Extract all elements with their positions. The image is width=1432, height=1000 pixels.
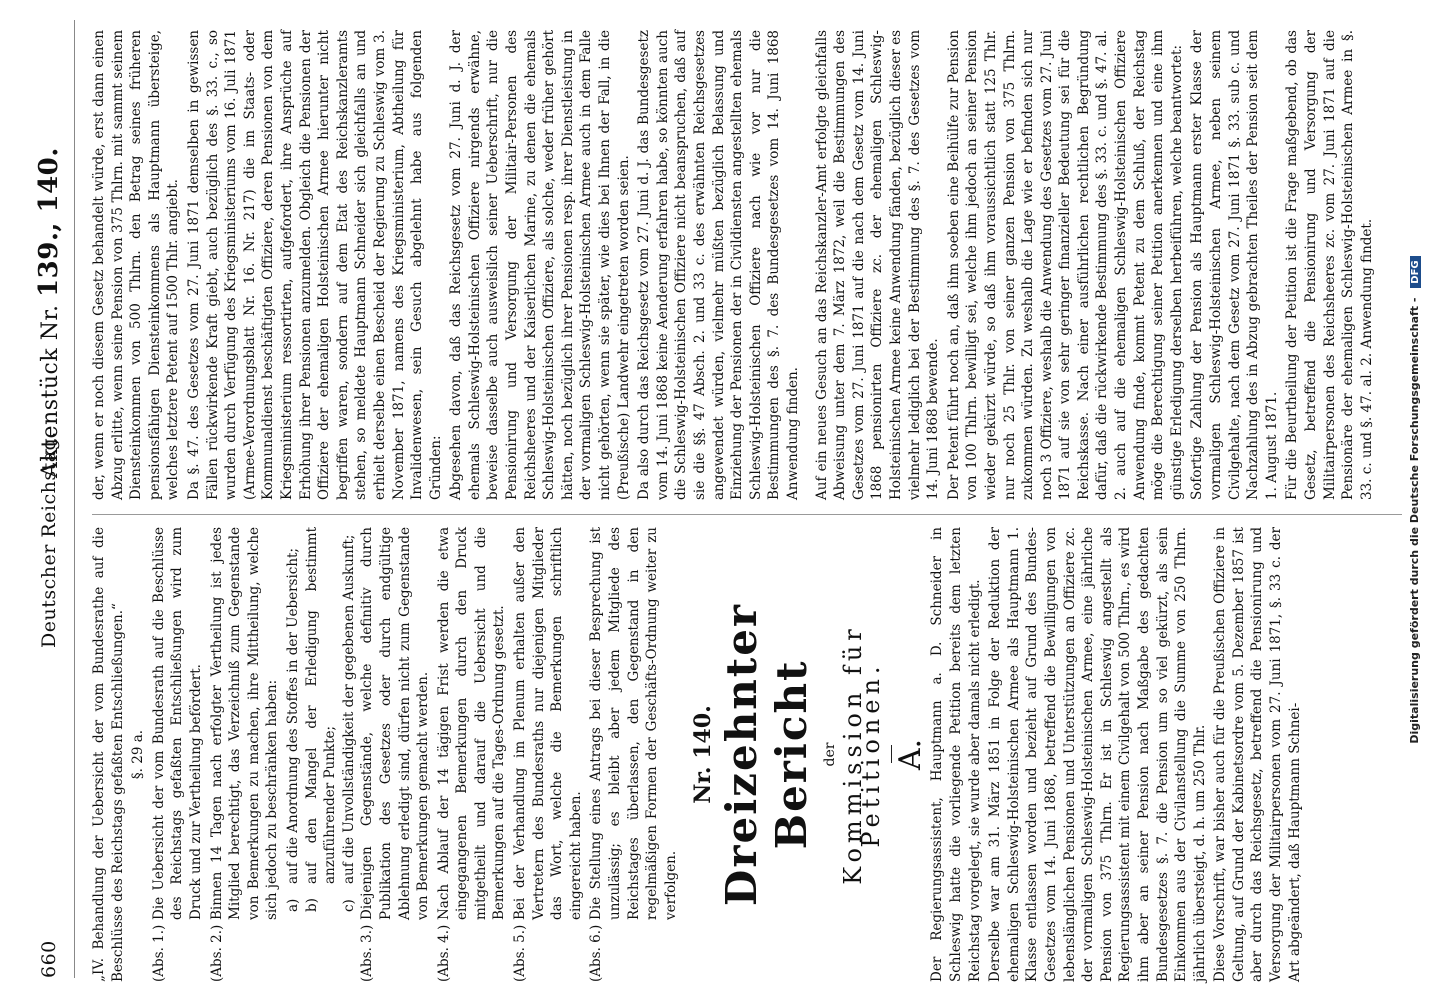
- abs-text: Die Uebersicht der vom Bundesrath auf die Beschlüsse des Reichstags gefaßten Entschließungen wird zum Druck und zur Vertheilung befördert.: [150, 527, 204, 920]
- running-head-title: Deutscher Reichstag.: [38, 431, 60, 648]
- reference-number: 139., 140.: [34, 147, 64, 297]
- abs-label: (Abs. 6.): [588, 924, 605, 982]
- section-a-heading: A.: [892, 738, 928, 771]
- sub-item: [284, 527, 303, 982]
- abs-item: [208, 527, 282, 982]
- paragraph-label: §. 29 a.: [130, 729, 147, 780]
- sub-item-text: auf die Anordnung des Stoffes in der Uebersicht;: [284, 547, 301, 884]
- running-head: [34, 30, 70, 978]
- sub-item-text: auf den Mangel der Erledigung bestimmt anzuführender Punkte;: [303, 527, 339, 884]
- body-paragraph: Auf ein neues Gesuch an das Reichskanzler-Amt erfolgte gleichfalls Abweisung unter dem 7. März 1872, weil die Bestimmungen des Gesetzes vom 27. Juni 1871 auf die nach dem Gesetz vom 14. Juni 1868 pensionirten Offiziere zc. der ehemaligen Schleswig-Holsteinischen Armee keine Anwendung fänden, bezüglich dieser es vielmehr lediglich bei der Bestimmung des §. 7. des Gesetzes vom 14. Juni 1868 bewende.: [813, 30, 942, 500]
- report-title: Dreizehnter Bericht: [717, 602, 816, 907]
- abs-text: Die Stellung eines Antrags bei dieser Besprechung ist unzulässig; es bleibt aber jedem Mitgliede des Reichstages überlassen, den Gegenstand in den regelmäßigen Formen der Geschäfts-Ordnung weiter zu verfolgen.: [588, 527, 679, 920]
- body-paragraph: Da also durch das Reichsgesetz vom 27. Juni d. J. das Bundesgesetz vom 14. Juni 1868 keine Aenderung erfahren habe, so könnten auch die Schleswig-Holsteinischen Offiziere nicht beanspruchen, daß auf sie die §§. 47 Absch. 2. und 33 c. des erwähnten Reichsgesetzes angewendet würden, vielmehr müßten bezüglich Belassung und Einziehung der Pensionen der in Civildiensten angestellten ehemals Schleswig-Holsteinischen Offiziere nach wie vor nur die Bestimmungen des §. 7. des Bundesgesetzes vom 14. Juni 1868 Anwendung finden.: [636, 30, 801, 500]
- abs-item: [435, 527, 509, 982]
- left-column: [90, 527, 1306, 982]
- abs-label: (Abs. 3.): [359, 924, 376, 982]
- body-paragraph: Der Petent führt noch an, daß ihm soeben eine Beihülfe zur Pension von 100 Thlrn. bewilligt sei, welche ihm jedoch an seiner Pension wieder gekürzt würde, so daß ihm voraussichtlich statt 125 Thlr. nur noch 25 Thlr. von seiner ganzen Pension von 375 Thlrn. zukommen würden. Zu weshalb die Lage wie er befinden sich nur noch 3 Offiziere, weshalb die Anwendung des Gesetzes vom 27. Juni 1871 auf sie von sehr geringer finanzieller Bedeutung sei für die Reichskasse. Nach einer ausführlichen rechtlichen Begründung dafür, daß die rückwirkende Bestimmung des §. 33. c. und §. 47. al. 2. auch auf die ehemaligen Schleswig-Holsteinischen Offiziere Anwendung finde, kommt Petent zu dem Schluß, der Reichstag möge die Berechtigung seiner Petition anerkennen und eine ihm günstige Erledigung derselben herbeiführen, welche beantwortet:: [945, 30, 1185, 500]
- digitization-credit: [1408, 0, 1421, 1000]
- abs-item: [587, 527, 680, 982]
- report-der: der: [822, 742, 838, 767]
- sub-item: [303, 527, 340, 982]
- credit-text: Digitalisierung gefördert durch die Deutsche Forschungsgemeinschaft -: [1408, 297, 1421, 744]
- abs-text: Diejenigen Gegenstände, welche definitiv durch Publikation des Gesetzes oder durch endgültige Ablehnung erledigt sind, dürfen nicht zum Gegenstande von Bemerkungen gemacht werden.: [359, 527, 432, 920]
- sub-item-text: auf die Unvollständigkeit der gegebenen Auskunft;: [340, 534, 357, 884]
- body-paragraph: Der Regierungsassistent, Hauptmann a. D. Schneider in Schleswig hatte die vorliegende Petition bereits dem letzten Reichstag vorgelegt, sie wurde aber damals nicht erledigt.: [929, 527, 983, 982]
- sub-item: [340, 527, 359, 982]
- abs-label: (Abs. 4.): [435, 924, 452, 982]
- abs-item: [358, 527, 432, 982]
- reference-prefix: Aktenstück Nr.: [38, 304, 63, 478]
- body-paragraph: Sofortige Zahlung der Pension als Hauptmann erster Klasse der vormaligen Schleswig-Holsteinischen Armee, neben seinem Civilgehalte, nach dem Gesetz vom 27. Juni 1871 §. 33. sub c. und Nachzahlung des in Abzug gebrachten Theiles der Pension seit dem 1. August 1871.: [1189, 30, 1280, 500]
- body-paragraph: Da §. 47. des Gesetzes vom 27. Juni 1871 demselben in gewissen Fällen rückwirkende Kraft giebt, auch bezüglich des §. 33. c., so wurden durch Verfügung des Kriegsministeriums vom 16. Juli 1871 (Armee-Verordnungsblatt Nr. 16. Nr. 217) die im Staats- oder Kommunaldienst beschäftigten Offiziere, deren Pensionen von dem Kriegsministerium ressortirten, aufgefordert, ihre Ansprüche auf Erhöhung ihrer Pensionen anzumelden. Obgleich die Pensionen der Offiziere der ehemaligen Holsteinischen Armee hierunter nicht begriffen waren, sondern auf dem Etat des Reichskanzleramts stehen, so meldete Hauptmann Schneider sich gleichfalls an und erhielt derselbe einen Bescheid der Regierung zu Schleswig vom 3. November 1871, namens des Kriegsministerium, Abtheilung für Invalidenwesen, sein Gesuch abgelehnt habe aus folgenden Gründen:: [185, 30, 444, 500]
- body-paragraph: Derselbe war am 31. März 1851 in Folge der Reduktion der ehemaligen Schleswig-Holsteinischen Armee als Hauptmann 1. Klasse entlassen worden und bezieht auf Grund des Bundes-Gesetzes vom 14. Juni 1868, betreffend die Bewilligungen von lebenslänglichen Pensionen und Unterstützungen an Offiziere zc. der vormaligen Schleswig-Holsteinischen Armee, eine jährliche Pension von 375 Thlrn. Er ist in Schleswig angestellt als Regierungsassistent mit einem Civilgehalt von 500 Thlrn., es wird ihm aber an seiner Pension nach Maßgabe des gedachten Bundesgesetzes §. 7. die Pension um so viel gekürzt, als sein Einkommen aus der Civilanstellung die Summe von 250 Thlrn. jährlich übersteigt, d. h. um 250 Thlr.: [987, 527, 1208, 982]
- column-divider: [92, 514, 1402, 515]
- report-subtitle: Kommission für Petitionen.: [838, 624, 886, 885]
- body-paragraph: Für die Beurtheilung der Petition ist die Frage maßgebend, ob das Gesetz, betreffend die Pensionirung und Versorgung der Militairpersonen des Reichsheeres zc. vom 27. Juni 1871 auf die Pensionäre der ehemaligen Schleswig-Holsteinischen Armee in §. 33. c. und §. 47. al. 2. Anwendung findet.: [1284, 30, 1375, 500]
- body-paragraph: Diese Vorschrift, war bisher auch für die Preußischen Offiziere in Geltung, auf Grund der Kabinetsordre vom 5. Dezember 1857 ist aber durch das Reichsgesetz, betreffend die Pensionirung und Versorgung der Militairpersonen vom 27. Juni 1871, §. 33 c. der Art abgeändert, daß Hauptmann Schnei-: [1212, 527, 1303, 982]
- body-paragraph: der, wenn er noch diesem Gesetz behandelt würde, erst dann einen Abzug erlitte, wenn seine Pension von 375 Thlrn. mit sammt seinem Diensteinkommen von 500 Thlrn. den Betrag seines früheren pensionsfähigen Diensteinkommens als Hauptmann übersteige, welches letztere Petent auf 1500 Thlr. angiebt.: [91, 30, 182, 500]
- sub-item-key: a): [284, 898, 301, 912]
- running-head-reference: [34, 147, 64, 478]
- quote-iv: „IV. Behandlung der Uebersicht der vom Bundesrathe auf die Beschlüsse des Reichstags gefaßten Entschließungen.“: [91, 527, 126, 982]
- report-heading: [690, 527, 891, 982]
- abs-item: [150, 527, 206, 982]
- sub-item-key: b): [303, 898, 320, 912]
- heading-rule: [74, 20, 75, 978]
- abs-text: Nach Ablauf der 14 tägigen Frist werden die etwa eingegangenen Bemerkungen durch den Druck mitgetheilt und darauf die Uebersicht und die Bemerkungen auf die Tages-Ordnung gesetzt.: [435, 527, 508, 920]
- dfg-logo: DFG: [1410, 256, 1421, 287]
- report-number: Nr. 140.: [690, 705, 717, 804]
- abs-text: Binnen 14 Tagen nach erfolgter Vertheilung ist jedes Mitglied berechtigt, das Verzeichniß zum Gegenstande von Bemerkungen zu machen, ihre Mittheilung, welche sich jedoch zu beschränken haben:: [208, 527, 281, 920]
- abs-label: (Abs. 2.): [208, 924, 225, 982]
- abs-text: Bei der Verhandlung im Plenum erhalten außer den Vertretern des Bundesraths nur diejenigen Mitglieder das Wort, welche die Bemerkungen schriftlich eingereicht haben.: [512, 527, 584, 920]
- abs-label: (Abs. 1.): [150, 924, 167, 982]
- abs-label: (Abs. 5.): [512, 924, 529, 982]
- right-column: [90, 30, 1378, 500]
- page-number: 660: [38, 940, 60, 978]
- body-paragraph: Abgesehen davon, daß das Reichsgesetz vom 27. Juni d. J. der ehemals Schleswig-Holsteinischen Offiziere nirgends erwähne, beweise dasselbe auch ausweislich seiner Ueberschrift, nur die Pensionirung und Versorgung der Militair-Personen des Reichsheeres und der Kaiserlichen Marine, zu denen die ehemals Schleswig-Holsteinischen Offiziere, als solche, weder früher gehört hätten, noch bezüglich ihrer Pensionen resp. ihrer Dienstleistung in der vormaligen Schleswig-Holsteinischen Armee auch in dem Falle nicht gehörten, wenn sie später, wie dies bei Ihnen der Fall, in die (Preußische) Landwehr eingetreten worden seien.: [448, 30, 632, 500]
- sub-item-key: c): [340, 899, 357, 912]
- short-rule: [891, 746, 892, 764]
- abs-item: [511, 527, 585, 982]
